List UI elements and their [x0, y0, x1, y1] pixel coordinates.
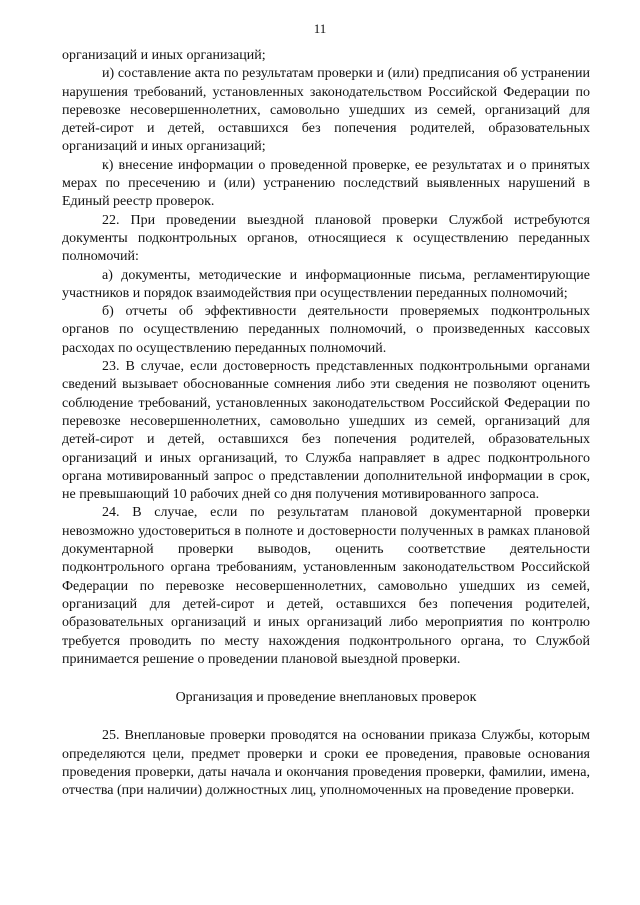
paragraph-24: 24. В случае, если по результатам плановой документарной проверки невозможно удостовериться в полноте и достоверности полученных в рамках плановой документарной проверки выводов, оценить соответствие деятельности подконтрольного органа требованиям, установленным законодательством Российской Федерации по перевозке несовершеннолетних, самовольно ушедших из семей, организаций для детей-сирот и детей, оставшихся без попечения родителей, образовательных организаций и иных организаций либо мероприятия по контролю требуется проводить по месту нахождения подконтрольного органа, то Службой принимается решение о проведении плановой выездной проверки. [62, 505, 590, 667]
page-number: 11 [313, 21, 327, 36]
paragraph-continuation: организаций и иных организаций; [62, 48, 266, 63]
paragraph-22-item-b: б) отчеты об эффективности деятельности проверяемых подконтрольных органов по осуществлению переданных полномочий, о произведенных кассовых расходах по осуществлению переданных полномочий. [62, 304, 590, 356]
document-body [62, 47, 590, 801]
section-heading: Организация и проведение внеплановых проверок [175, 690, 477, 706]
paragraph-item-k: к) внесение информации о проведенной проверке, ее результатах и о принятых мерах по пресечению и (или) устранению последствий выявленных нарушений в Единый реестр проверок. [62, 157, 590, 210]
paragraph-item-i: и) составление акта по результатам проверки и (или) предписания об устранении нарушения требований, установленных законодательством Российской Федерации по перевозке несовершеннолетних, самовольно ушедших из семей, организаций для детей-сирот и детей, оставшихся без попечения родителей, образовательных организаций и иных организаций; [62, 66, 590, 155]
paragraph-22: 22. При проведении выездной плановой проверки Службой истребуются документы подконтрольных органов, относящиеся к осуществлению переданных полномочий: [62, 212, 590, 265]
paragraph-23: 23. В случае, если достоверность представленных подконтрольными органами сведений вызывает обоснованные сомнения либо эти сведения не позволяют оценить соблюдение требований, установленных законодательством Российской Федерации по перевозке несовершеннолетних, самовольно ушедших из семей, организаций для детей-сирот и детей, оставшихся без попечения родителей, образовательных организаций и иных организаций, то Служба направляет в адрес подконтрольного органа мотивированный запрос о представлении дополнительной информации в срок, не превышающий 10 рабочих дней со дня получения мотивированного запроса. [62, 359, 590, 503]
paragraph-25: 25. Внеплановые проверки проводятся на основании приказа Службы, которым определяются цели, предмет проверки и сроки ее проведения, правовые основания проведения проверки, даты начала и окончания проведения проверки, фамилии, имена, отчества (при наличии) должностных лиц, уполномоченных на проведение проверки. [62, 728, 590, 799]
paragraph-22-item-a: а) документы, методические и информационные письма, регламентирующие участников и порядок взаимодействия при осуществлении переданных полномочий; [62, 267, 590, 301]
